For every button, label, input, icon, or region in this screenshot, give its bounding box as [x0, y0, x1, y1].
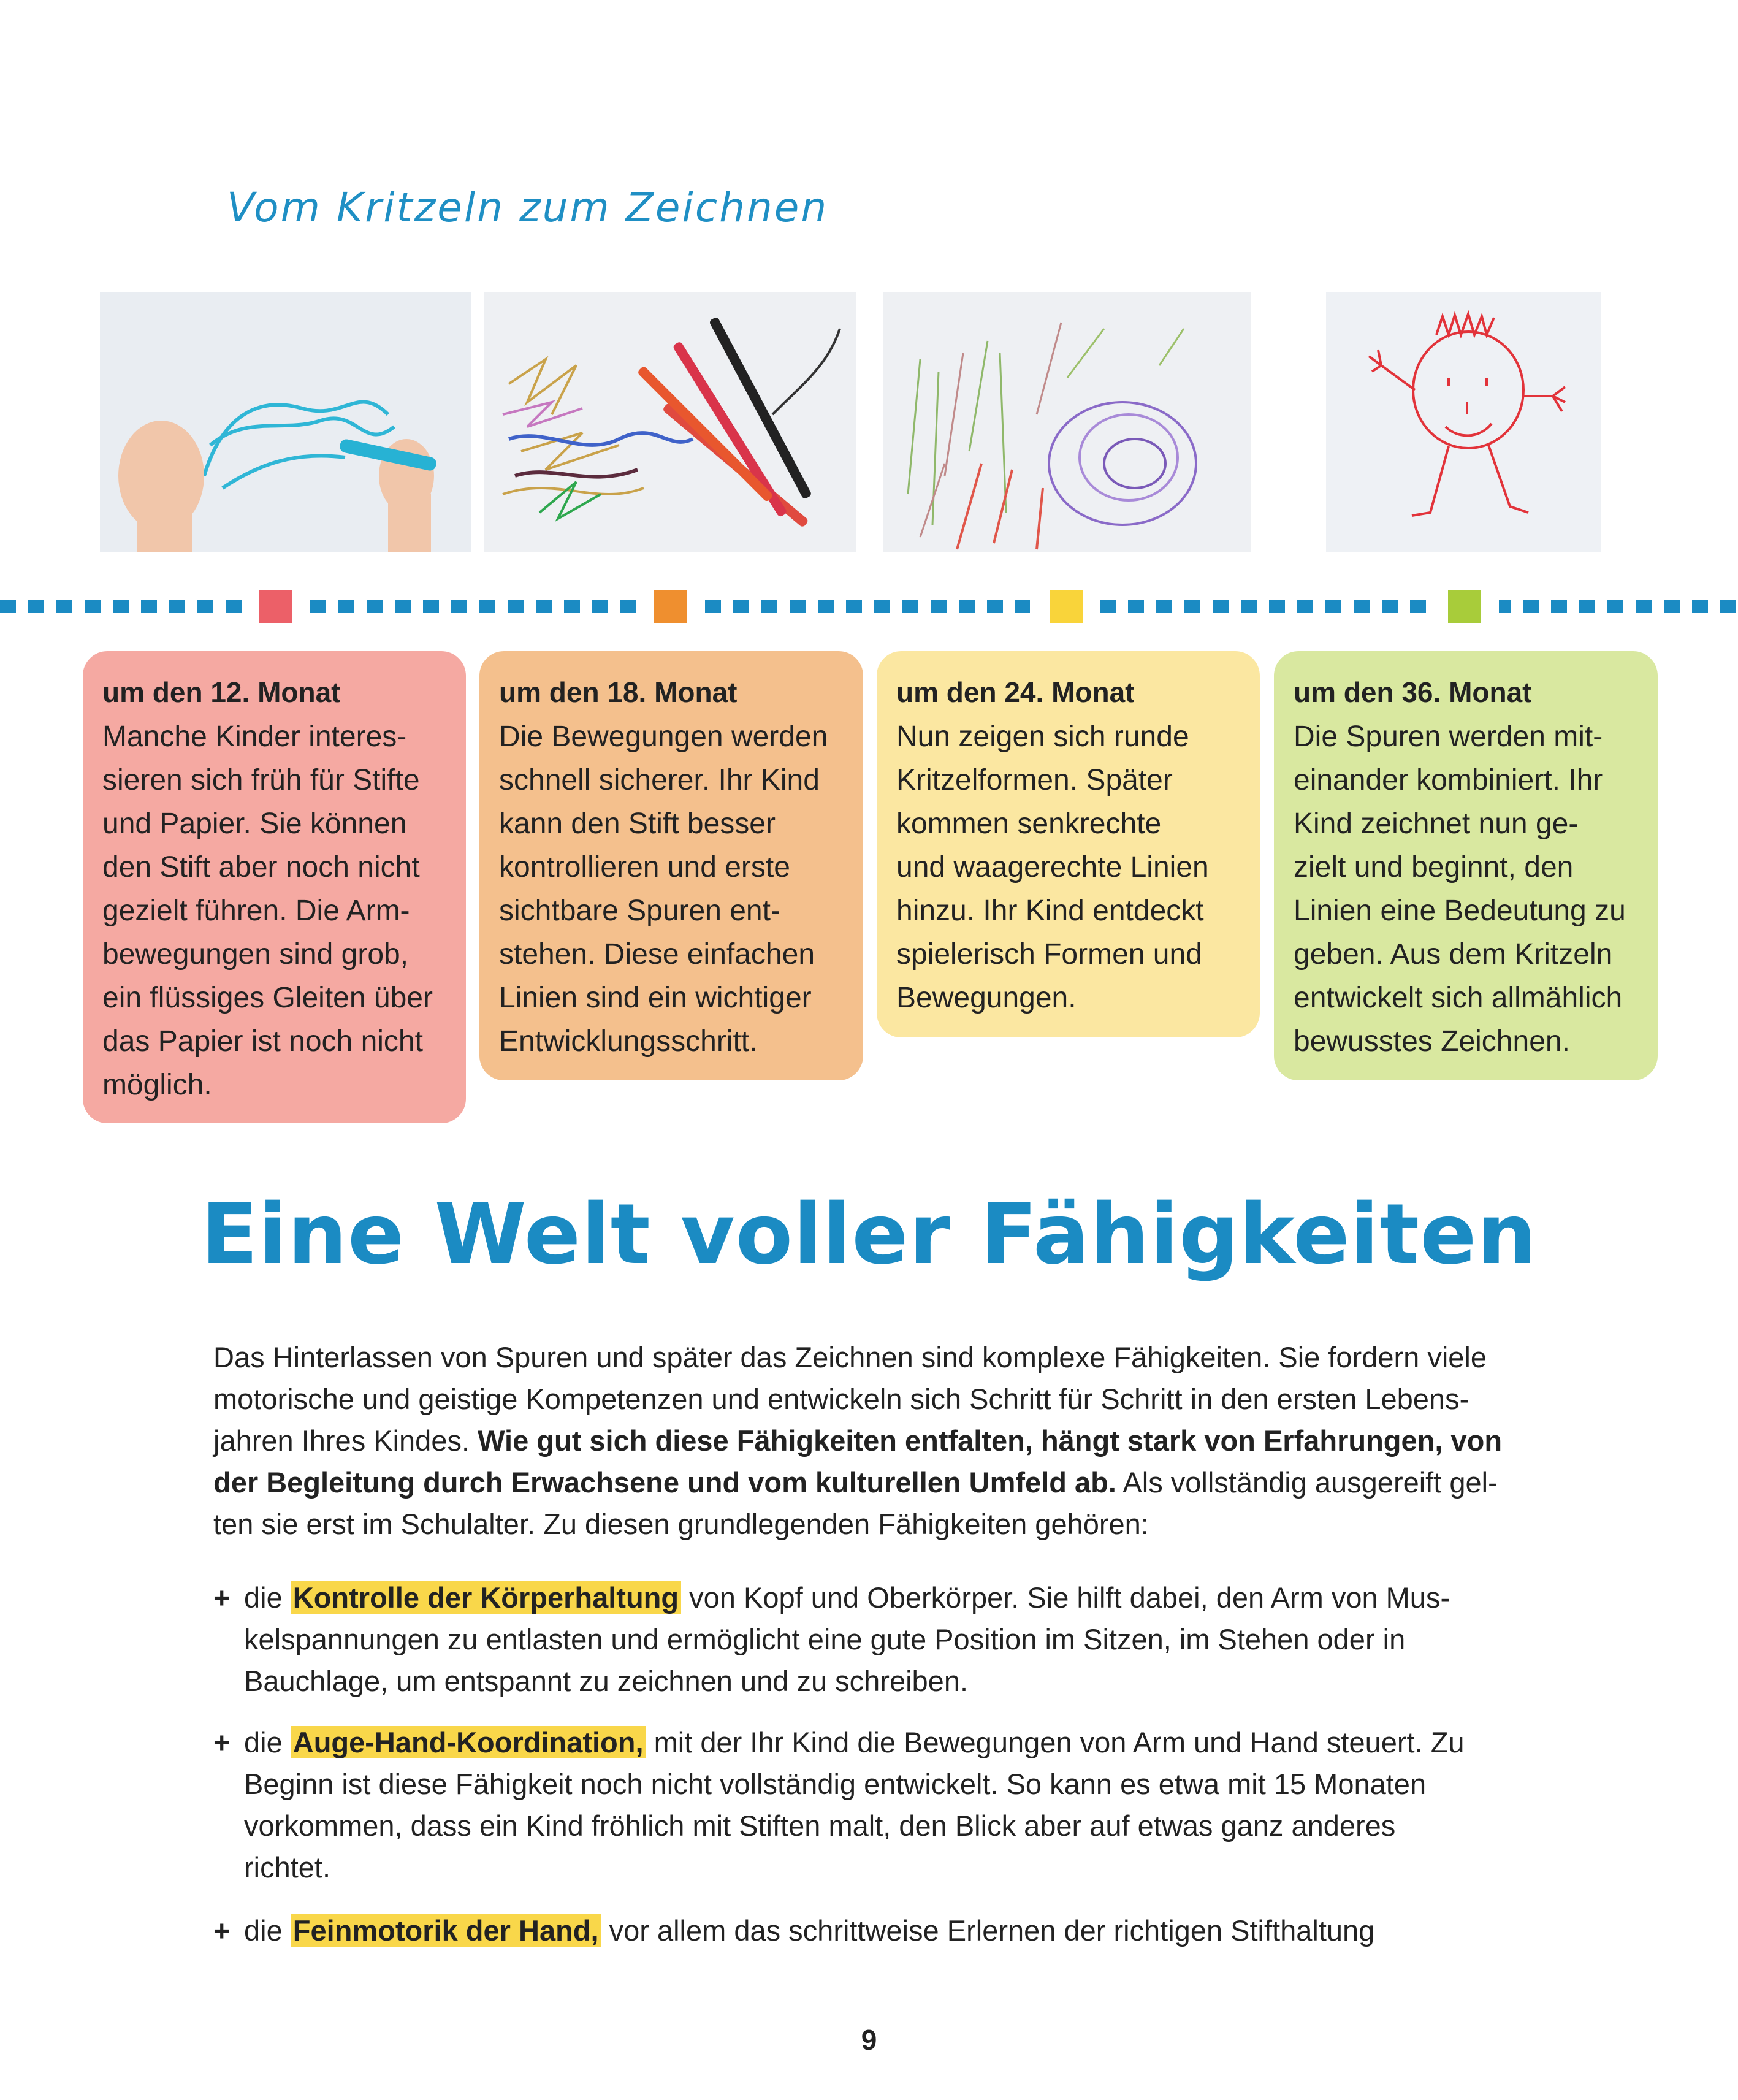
list-item [213, 1910, 1531, 1952]
timeline-marker-24 [1050, 590, 1083, 623]
stage-text-line: stehen. Diese einfachen [499, 938, 815, 971]
intro-line [213, 1462, 1531, 1503]
plus-icon: + [213, 1581, 231, 1614]
stage-heading: um den 24. Monat [896, 676, 1135, 708]
stage-heading: um den 12. Monat [102, 676, 341, 708]
stage-text-line: kann den Stift besser [499, 808, 776, 840]
stage-text-line: spielerisch Formen und [896, 938, 1202, 971]
page-title: Eine Welt voller Fähigkeiten [200, 1186, 1538, 1283]
bullet-line [213, 1722, 1531, 1763]
highlighted-term: Feinmotorik der Hand, [291, 1914, 601, 1947]
stage-text-line: Kritzelformen. Später [896, 764, 1173, 796]
bullet-line: Beginn ist diese Fähigkeit noch nicht vollständig entwickelt. So kann es etwa mit 15 Monaten [244, 1768, 1427, 1800]
highlighted-term: Auge-Hand-Koordination, [291, 1726, 646, 1758]
stage-text-line: Bewegungen. [896, 982, 1077, 1014]
photo-crayon-circles [883, 292, 1251, 552]
stage-text-line: kommen senkrechte [896, 808, 1162, 840]
bullet-line [213, 1577, 1531, 1619]
stage-text-line: bewegungen sind grob, [102, 938, 409, 971]
stage-heading: um den 36. Monat [1294, 676, 1532, 708]
bullet-text: die [244, 1581, 291, 1614]
child-hands-drawing-photo [100, 292, 471, 552]
intro-text: Als vollständig ausgereift gel- [1116, 1466, 1498, 1499]
plus-icon: + [213, 1726, 231, 1758]
photo-colored-pencils [484, 292, 856, 552]
intro-bold-text: der Begleitung durch Erwachsene und vom kulturellen Umfeld ab. [213, 1466, 1116, 1499]
stage-text-line: Entwicklungsschritt. [499, 1025, 758, 1058]
colored-pencils-scribbles-photo [484, 292, 856, 552]
intro-bold-text: Wie gut sich diese Fähigkeiten entfalten, hängt stark von Erfahrungen, von [478, 1424, 1503, 1457]
stage-text-line: gezielt führen. Die Arm- [102, 895, 410, 927]
stage-heading: um den 18. Monat [499, 676, 738, 708]
stage-card-18 [479, 651, 863, 1080]
stage-text-line: kontrollieren und erste [499, 851, 790, 884]
bullet-text: die [244, 1914, 291, 1947]
stage-text-line: einander kombiniert. Ihr [1294, 764, 1603, 796]
bullet-text: mit der Ihr Kind die Bewegungen von Arm und Hand steuert. Zu [646, 1726, 1465, 1758]
list-item [213, 1577, 1531, 1702]
stage-text-line: und waagerechte Linien [896, 851, 1209, 884]
intro-line [213, 1420, 1531, 1462]
stage-text-line: Die Bewegungen werden [499, 720, 828, 753]
stage-text-line: den Stift aber noch nicht [102, 851, 420, 884]
timeline-marker-36 [1448, 590, 1481, 623]
stage-text-line: Linien sind ein wichtiger [499, 982, 812, 1014]
photo-stick-figure [1326, 292, 1601, 552]
stage-text-line: Nun zeigen sich runde [896, 720, 1189, 753]
stage-text-line: möglich. [102, 1069, 212, 1101]
photo-child-hands-drawing [100, 292, 471, 552]
bullet-line: richtet. [244, 1851, 331, 1884]
bullet-line: kelspannungen zu entlasten und ermöglicht eine gute Position im Sitzen, im Stehen oder in [244, 1623, 1406, 1655]
bullet-line: vorkommen, dass ein Kind fröhlich mit Stiften malt, den Blick aber auf etwas ganz anderes [244, 1809, 1396, 1842]
bullet-text: von Kopf und Oberkörper. Sie hilft dabei, den Arm von Mus- [681, 1581, 1450, 1614]
stage-text-line: schnell sicherer. Ihr Kind [499, 764, 820, 796]
plus-icon: + [213, 1914, 231, 1947]
bullet-text: vor allem das schrittweise Erlernen der richtigen Stifthaltung [601, 1914, 1375, 1947]
stage-card-24 [877, 651, 1260, 1037]
stage-text-line: sichtbare Spuren ent- [499, 895, 780, 927]
bullet-text: die [244, 1726, 291, 1758]
stage-text-line: hinzu. Ihr Kind entdeckt [896, 895, 1204, 927]
crayon-circles-photo [883, 292, 1251, 552]
intro-paragraph [213, 1337, 1531, 1545]
stage-text-line: bewusstes Zeichnen. [1294, 1025, 1570, 1058]
stage-text-line: ein flüssiges Gleiten über [102, 982, 433, 1014]
intro-line: Das Hinterlassen von Spuren und später das Zeichnen sind komplexe Fähigkeiten. Sie fordern viele [213, 1341, 1487, 1373]
section-subtitle: Vom Kritzeln zum Zeichnen [227, 184, 829, 231]
stage-text-line: Kind zeichnet nun ge- [1294, 808, 1579, 840]
intro-line: ten sie erst im Schulalter. Zu diesen grundlegenden Fähigkeiten gehören: [213, 1508, 1149, 1540]
stage-text-line: Linien eine Bedeutung zu [1294, 895, 1626, 927]
stage-card-12 [83, 651, 466, 1123]
bullet-line [213, 1910, 1531, 1952]
stage-text-line: geben. Aus dem Kritzeln [1294, 938, 1613, 971]
stage-text-line: zielt und beginnt, den [1294, 851, 1574, 884]
stage-text-line: und Papier. Sie können [102, 808, 407, 840]
timeline-marker-18 [654, 590, 687, 623]
stage-card-36 [1274, 651, 1658, 1080]
intro-text: jahren Ihres Kindes. [213, 1424, 478, 1457]
stage-text-line: sieren sich früh für Stifte [102, 764, 420, 796]
stage-text-line: das Papier ist noch nicht [102, 1025, 423, 1058]
stage-text-line: Die Spuren werden mit- [1294, 720, 1603, 753]
stick-figure-drawing-photo [1326, 292, 1601, 552]
intro-line: motorische und geistige Kompetenzen und entwickeln sich Schritt für Schritt in den ersten Lebens- [213, 1383, 1469, 1415]
list-item [213, 1722, 1531, 1888]
page-number: 9 [861, 2024, 877, 2056]
timeline-marker-12 [259, 590, 292, 623]
highlighted-term: Kontrolle der Körperhaltung [291, 1581, 681, 1614]
bullet-line: Bauchlage, um entspannt zu zeichnen und zu schreiben. [244, 1665, 969, 1697]
stage-text-line: Manche Kinder interes- [102, 720, 407, 753]
stage-text-line: entwickelt sich allmählich [1294, 982, 1623, 1014]
